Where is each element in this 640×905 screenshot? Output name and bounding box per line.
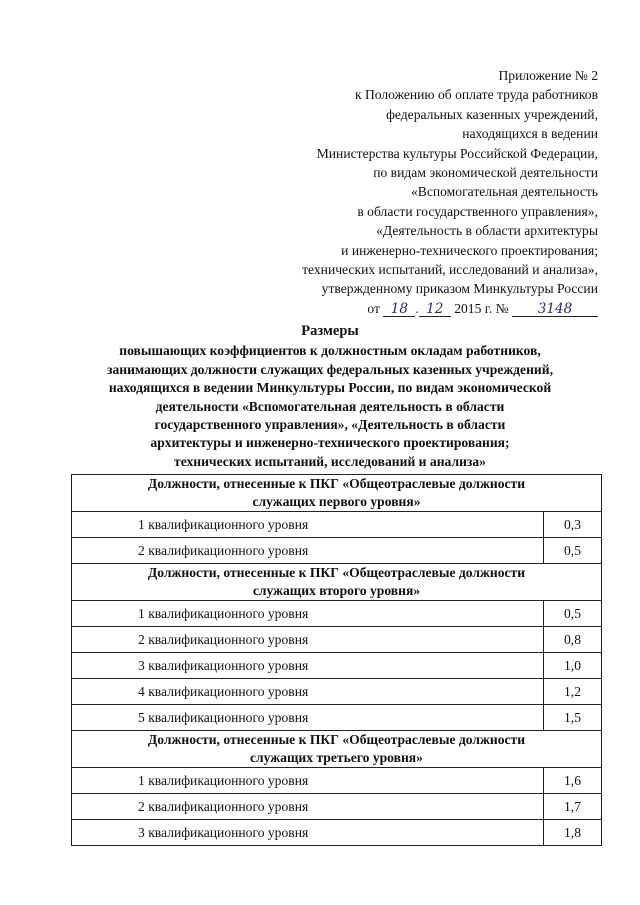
group-header-cell bbox=[72, 564, 602, 601]
appendix-line: находящихся в ведении bbox=[462, 126, 598, 142]
title-line: занимающих должности служащих федеральных казенных учреждений, bbox=[107, 361, 553, 377]
date-prefix: от bbox=[367, 300, 380, 316]
table-row bbox=[72, 512, 602, 538]
table-row bbox=[72, 705, 602, 731]
title-line: государственного управления», «Деятельность в области bbox=[154, 417, 506, 433]
title-heading: Размеры bbox=[301, 323, 359, 339]
appendix-line: в области государственного управления», bbox=[357, 203, 598, 219]
title-line: деятельности «Вспомогательная деятельность в области bbox=[155, 398, 505, 414]
level-name-cell: 2 квалификационного уровня bbox=[72, 627, 544, 653]
group-header-line: Должности, отнесенные к ПКГ «Общеотраслевые должности bbox=[147, 565, 526, 580]
appendix-header bbox=[218, 66, 598, 318]
coefficient-cell: 0,8 bbox=[544, 627, 602, 653]
coefficient-cell: 0,5 bbox=[544, 601, 602, 627]
group-header-line: служащих второго уровня» bbox=[252, 583, 421, 598]
level-name-cell: 4 квалификационного уровня bbox=[72, 679, 544, 705]
level-name-cell: 2 квалификационного уровня bbox=[72, 538, 544, 564]
document-title bbox=[70, 322, 590, 471]
group-header-line: Должности, отнесенные к ПКГ «Общеотраслевые должности bbox=[147, 476, 526, 491]
level-name-cell: 3 квалификационного уровня bbox=[72, 653, 544, 679]
coefficient-cell: 0,5 bbox=[544, 538, 602, 564]
coefficient-cell: 1,6 bbox=[544, 768, 602, 794]
date-separator: . bbox=[415, 300, 419, 316]
group-header-cell bbox=[72, 475, 602, 512]
table-row bbox=[72, 627, 602, 653]
level-name-cell: 1 квалификационного уровня bbox=[72, 768, 544, 794]
group-header-row bbox=[72, 564, 602, 601]
table-row bbox=[72, 538, 602, 564]
date-day-handwritten: 18 bbox=[383, 302, 415, 317]
table-row bbox=[72, 794, 602, 820]
table-row bbox=[72, 820, 602, 846]
coefficient-cell: 1,7 bbox=[544, 794, 602, 820]
level-name-cell: 5 квалификационного уровня bbox=[72, 705, 544, 731]
appendix-line: «Деятельность в области архитектуры bbox=[376, 223, 598, 239]
appendix-line: по видам экономической деятельности bbox=[373, 165, 598, 181]
appendix-line: федеральных казенных учреждений, bbox=[386, 106, 598, 122]
level-name-cell: 1 квалификационного уровня bbox=[72, 601, 544, 627]
table-row bbox=[72, 653, 602, 679]
title-line: находящихся в ведении Минкультуры России, по видам экономической bbox=[108, 380, 552, 396]
level-name-cell: 3 квалификационного уровня bbox=[72, 820, 544, 846]
appendix-line: к Положению об оплате труда работников bbox=[354, 87, 598, 103]
appendix-line: и инженерно-технического проектирования; bbox=[341, 242, 598, 258]
coefficient-cell: 1,0 bbox=[544, 653, 602, 679]
title-line: архитектуры и инженерно-технического проектирования; bbox=[150, 435, 510, 451]
group-header-cell bbox=[72, 731, 602, 768]
level-name-cell: 1 квалификационного уровня bbox=[72, 512, 544, 538]
group-header-line: Должности, отнесенные к ПКГ «Общеотраслевые должности bbox=[147, 732, 526, 747]
group-header-row bbox=[72, 475, 602, 512]
group-header-line: служащих третьего уровня» bbox=[250, 750, 423, 765]
coefficients-table bbox=[71, 474, 602, 846]
title-line: технических испытаний, исследований и анализа» bbox=[174, 453, 486, 469]
appendix-line: «Вспомогательная деятельность bbox=[410, 184, 598, 200]
table-row bbox=[72, 679, 602, 705]
coefficient-cell: 1,5 bbox=[544, 705, 602, 731]
coefficient-cell: 1,2 bbox=[544, 679, 602, 705]
coefficient-cell: 0,3 bbox=[544, 512, 602, 538]
coefficient-cell: 1,8 bbox=[544, 820, 602, 846]
appendix-line: утвержденному приказом Минкультуры России bbox=[321, 281, 598, 297]
group-header-line: служащих первого уровня» bbox=[252, 494, 421, 509]
title-line: повышающих коэффициентов к должностным окладам работников, bbox=[119, 343, 541, 359]
table-row bbox=[72, 601, 602, 627]
date-year: 2015 г. № bbox=[454, 300, 509, 316]
appendix-line: Приложение № 2 bbox=[498, 68, 598, 83]
date-month-handwritten: 12 bbox=[419, 302, 451, 317]
appendix-line: технических испытаний, исследований и анализа», bbox=[302, 262, 598, 278]
order-number-handwritten: 3148 bbox=[512, 302, 598, 317]
level-name-cell: 2 квалификационного уровня bbox=[72, 794, 544, 820]
table-row bbox=[72, 768, 602, 794]
group-header-row bbox=[72, 731, 602, 768]
order-date-line bbox=[218, 299, 598, 318]
appendix-line: Министерства культуры Российской Федерации, bbox=[316, 145, 598, 161]
